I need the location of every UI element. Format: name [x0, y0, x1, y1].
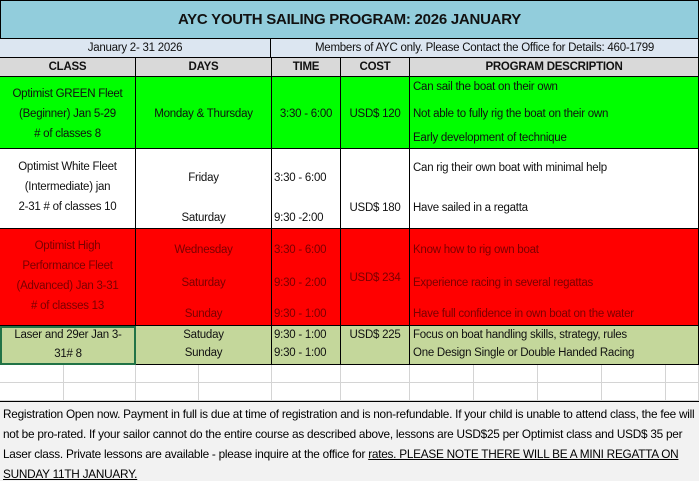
days-cell[interactable]	[136, 149, 272, 229]
day: Monday & Thursday	[154, 108, 253, 120]
regatta-notice: rates. PLEASE NOTE THERE WILL BE A MINI REGATTA ON SUNDAY 11TH JANUARY.	[3, 447, 679, 481]
cost-cell[interactable]	[341, 149, 410, 229]
time: 9:30 - 1:00	[274, 308, 327, 320]
empty-cell[interactable]	[0, 365, 64, 383]
description-line: One Design Single or Double Handed Racing	[413, 347, 635, 359]
days-cell[interactable]	[136, 229, 272, 326]
class-line: 2-31 # of classes 10	[18, 201, 117, 213]
empty-cell[interactable]	[474, 365, 538, 383]
time: 3:30 - 6:00	[279, 108, 333, 120]
empty-cell[interactable]	[199, 383, 272, 401]
registration-notes	[0, 401, 699, 481]
empty-cell[interactable]	[666, 383, 699, 401]
description-line: Have sailed in a regatta	[413, 202, 528, 214]
program-dates: January 2- 31 2026	[0, 39, 271, 58]
class-line: # of classes 8	[34, 128, 101, 140]
empty-cell[interactable]	[0, 383, 64, 401]
cost: USD$ 120	[349, 108, 401, 120]
empty-cell[interactable]	[341, 383, 410, 401]
header-description: PROGRAM DESCRIPTION	[410, 58, 699, 77]
description-line: Focus on boat handling skills, strategy, rules	[413, 329, 627, 341]
empty-cell[interactable]	[199, 365, 272, 383]
time: 3:30 - 6:00	[274, 244, 327, 256]
description-line: Experience racing in several regattas	[413, 277, 593, 289]
empty-cell[interactable]	[538, 365, 602, 383]
time-cell[interactable]	[272, 229, 341, 326]
empty-cell[interactable]	[602, 383, 666, 401]
notes-text: Registration Open now. Payment in full is due at time of registration and is non-refundable. If your child is unable to attend class, the fee will not be pro-rated. If your sailor cannot do the entire course as described above, lessons are USD$25 per Optimist class and USD$ 35 per Laser class. Private lessons are available - please inquire at the office for	[3, 407, 695, 461]
empty-cell[interactable]	[272, 365, 341, 383]
empty-cell[interactable]	[136, 383, 199, 401]
day: Satuday	[183, 329, 224, 341]
empty-cell[interactable]	[410, 365, 474, 383]
class-line: Optimist GREEN Fleet	[12, 88, 123, 100]
class-line: Laser and 29er Jan 3-	[14, 329, 122, 341]
cost: USD$ 225	[349, 329, 401, 341]
header-class: CLASS	[0, 58, 136, 77]
members-note: Members of AYC only. Please Contact the Office for Details: 460-1799	[271, 39, 699, 58]
days-cell[interactable]	[136, 77, 272, 149]
day: Sunday	[184, 308, 223, 320]
empty-cell[interactable]	[602, 365, 666, 383]
time-cell[interactable]	[272, 149, 341, 229]
description-cell[interactable]	[410, 149, 699, 229]
time: 9:30 - 1:00	[274, 347, 327, 359]
cost: USD$ 180	[349, 202, 401, 214]
cost-cell[interactable]	[341, 77, 410, 149]
header-cost: COST	[341, 58, 410, 77]
description-line: Know how to rig own boat	[413, 244, 539, 256]
time: 9:30 - 1:00	[274, 329, 327, 341]
cost-cell[interactable]	[341, 229, 410, 326]
empty-cell[interactable]	[64, 383, 136, 401]
empty-cell[interactable]	[341, 365, 410, 383]
day: Saturday	[181, 212, 226, 224]
time: 9:30 -2:00	[274, 212, 324, 224]
day: Wednesday	[174, 244, 233, 256]
class-line: (Intermediate) jan	[24, 181, 111, 193]
class-cell[interactable]	[0, 229, 136, 326]
days-cell[interactable]	[136, 326, 272, 365]
day: Sunday	[184, 347, 223, 359]
cost: USD$ 234	[349, 272, 401, 284]
class-line: (Beginner) Jan 5-29	[19, 108, 116, 120]
day: Friday	[188, 172, 219, 184]
class-line: Optimist White Fleet	[18, 161, 117, 173]
class-line: Optimist High	[34, 240, 101, 252]
empty-cell[interactable]	[410, 383, 474, 401]
cost-cell[interactable]	[341, 326, 410, 365]
class-cell[interactable]	[0, 149, 136, 229]
empty-cell[interactable]	[136, 365, 199, 383]
description-cell[interactable]	[410, 326, 699, 365]
class-line: Performance Fleet	[22, 260, 113, 272]
empty-cell[interactable]	[272, 383, 341, 401]
empty-cell[interactable]	[64, 365, 136, 383]
description-line: Not able to fully rig the boat on their own	[413, 108, 609, 120]
class-line: (Advanced) Jan 3-31	[16, 280, 119, 292]
time: 3:30 - 6:00	[274, 172, 327, 184]
day: Saturday	[181, 277, 226, 289]
description-line: Have full confidence in own boat on the water	[413, 308, 634, 320]
description-line: Early development of technique	[413, 132, 567, 144]
class-cell[interactable]	[0, 77, 136, 149]
description-line: Can rig their own boat with minimal help	[413, 162, 607, 174]
empty-cell[interactable]	[474, 383, 538, 401]
description-cell[interactable]	[410, 229, 699, 326]
class-cell-selected[interactable]	[0, 326, 136, 365]
header-days: DAYS	[136, 58, 272, 77]
time-cell[interactable]	[272, 77, 341, 149]
time: 9:30 - 2:00	[274, 277, 327, 289]
description-line: Can sail the boat on their own	[413, 81, 558, 93]
empty-cell[interactable]	[538, 383, 602, 401]
header-time: TIME	[272, 58, 341, 77]
time-cell[interactable]	[272, 326, 341, 365]
class-line: # of classes 13	[31, 300, 104, 312]
page-title: AYC YOUTH SAILING PROGRAM: 2026 JANUARY	[0, 0, 699, 39]
description-cell[interactable]	[410, 77, 699, 149]
empty-cell[interactable]	[666, 365, 699, 383]
class-line: 31# 8	[54, 348, 82, 360]
